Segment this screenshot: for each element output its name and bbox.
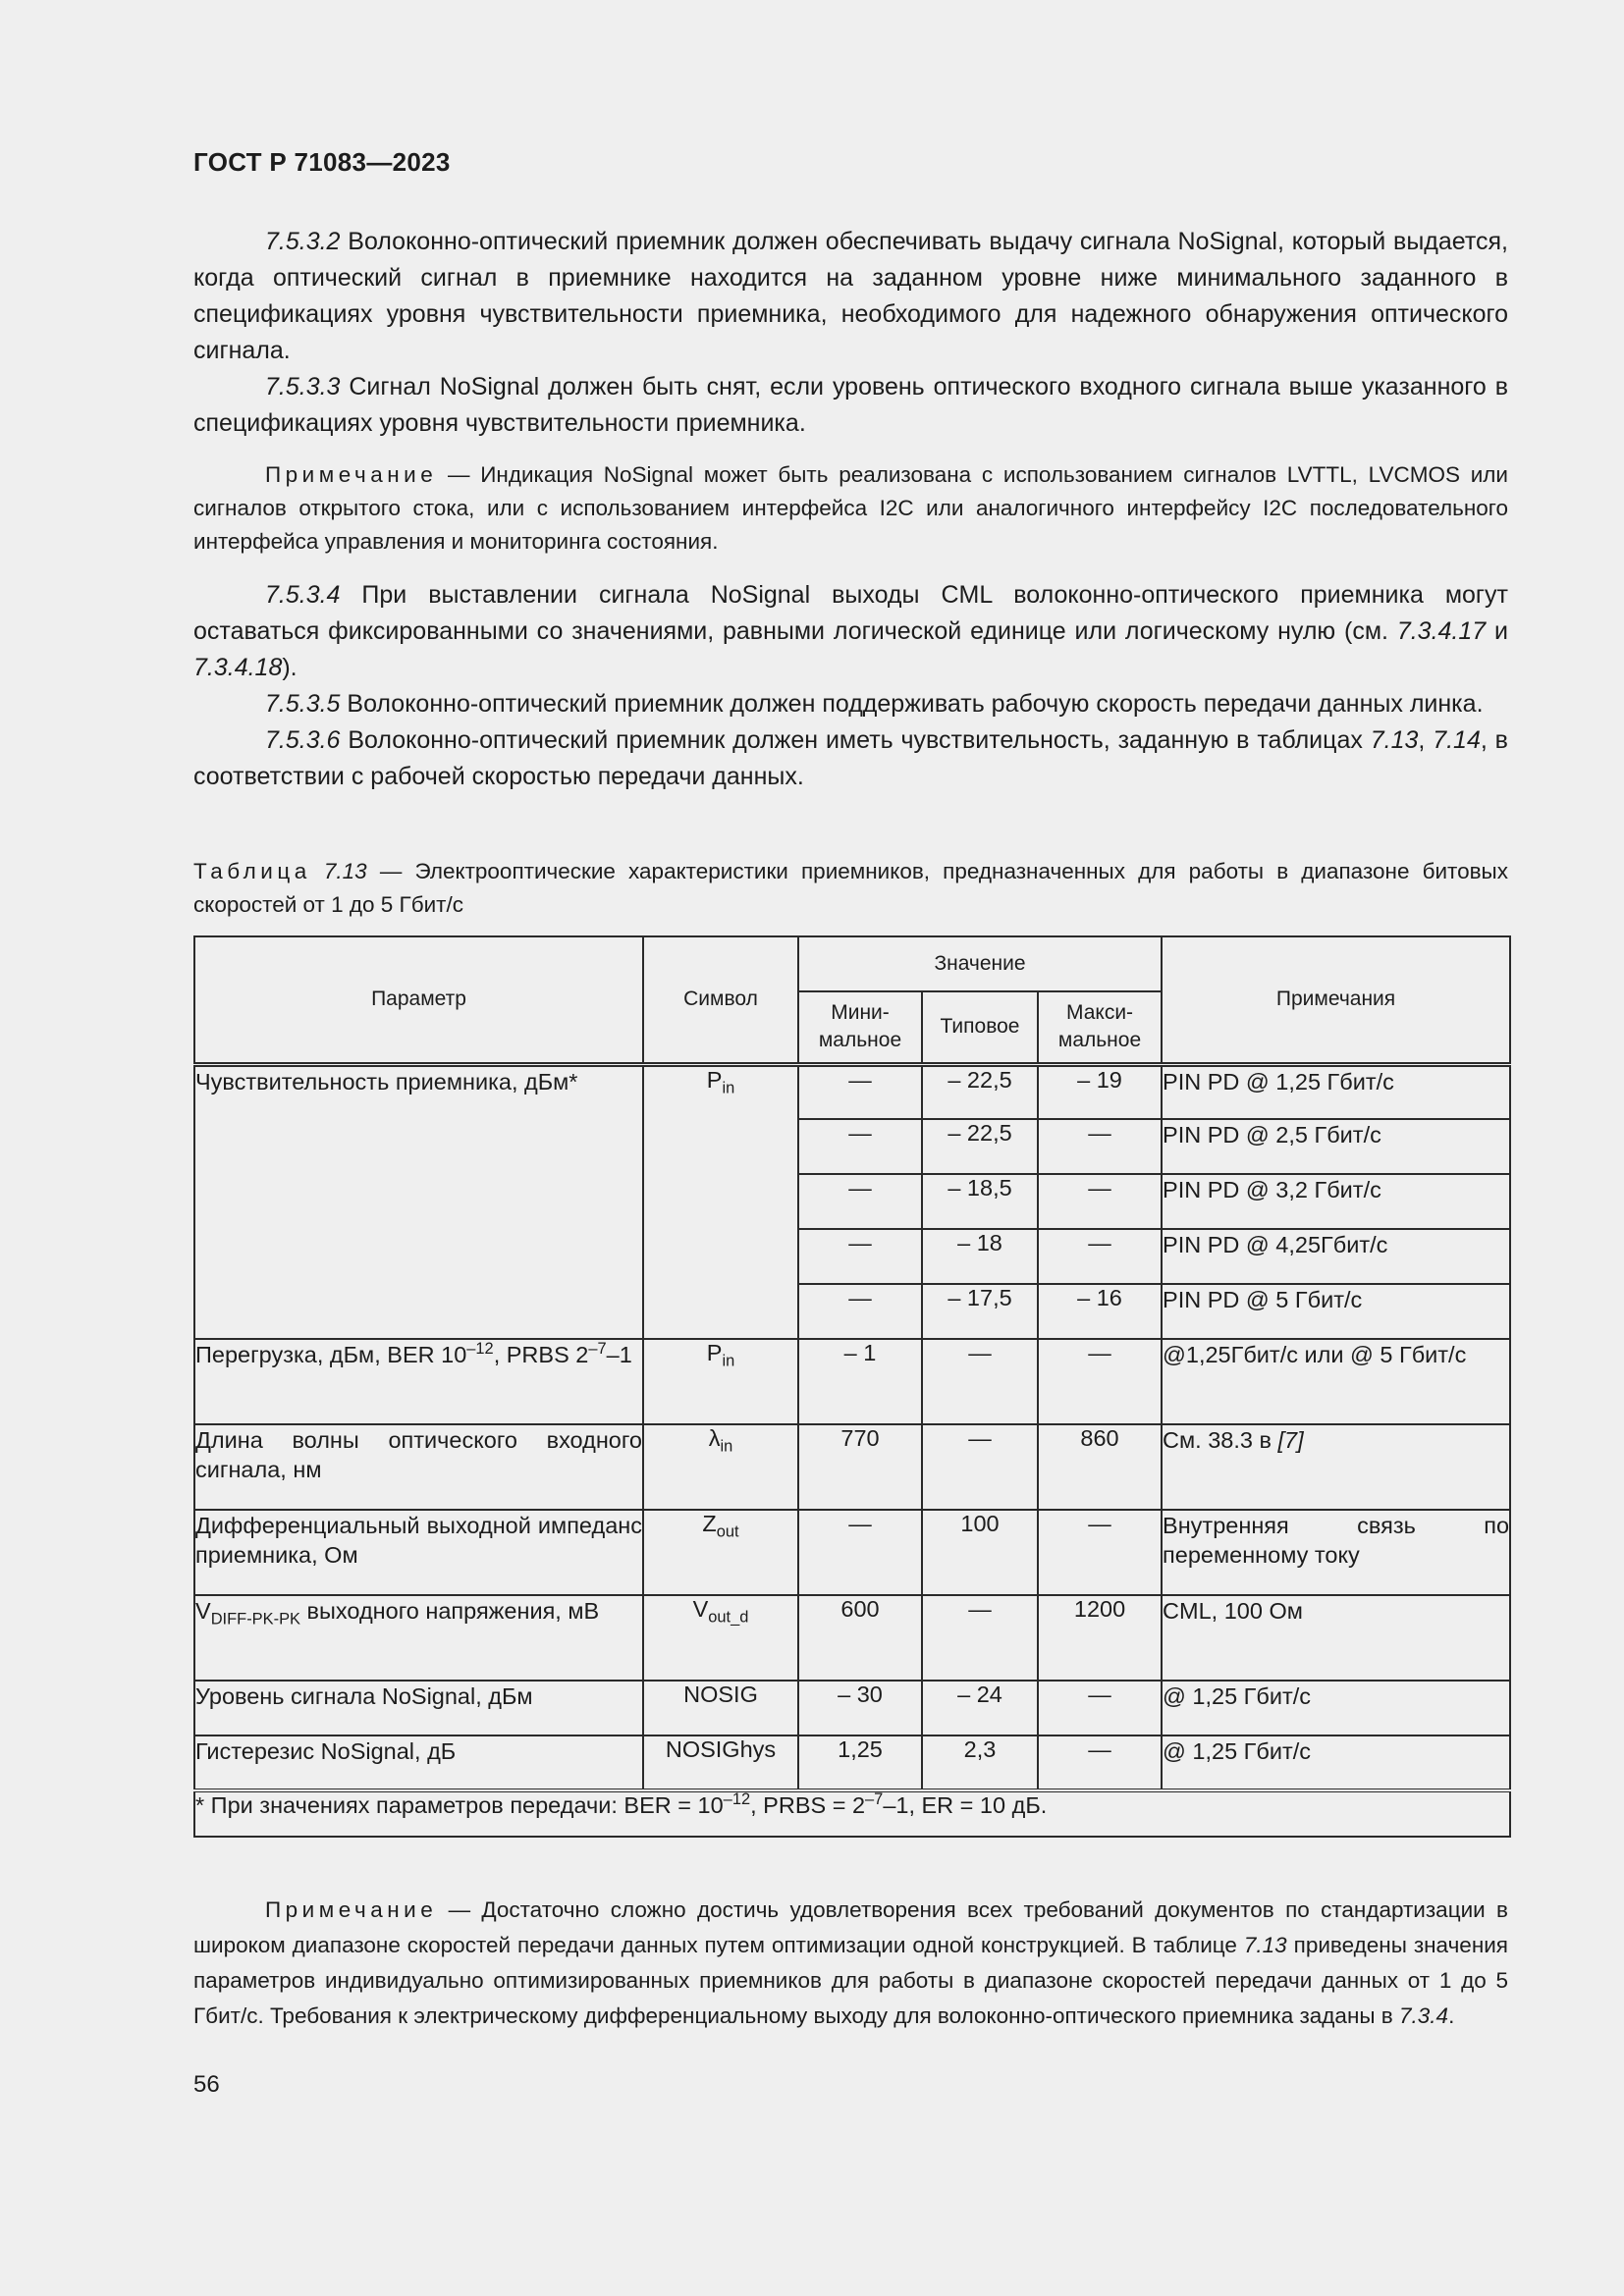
paragraph-block-2: [193, 577, 1508, 795]
cell-typ: – 22,5: [922, 1119, 1038, 1174]
cell-note: PIN PD @ 4,25Гбит/с: [1162, 1229, 1510, 1284]
caption-text: — Электрооптические характеристики приемников, предназначенных для работы в диапазоне битовых скоростей от 1 до 5 Гбит/с: [193, 859, 1508, 917]
header-notes: Примечания: [1162, 936, 1510, 1064]
cell-note: PIN PD @ 3,2 Гбит/с: [1162, 1174, 1510, 1229]
cell-typ: 100: [922, 1510, 1038, 1595]
table-row: [194, 1735, 1510, 1790]
table-row: [194, 1339, 1510, 1424]
header-typ: Типовое: [922, 991, 1038, 1064]
paragraph-block-1: [193, 224, 1508, 442]
cell-note: PIN PD @ 1,25 Гбит/с: [1162, 1064, 1510, 1119]
cell-min: —: [798, 1064, 922, 1119]
table-number: 7.13: [323, 859, 367, 883]
param-impedance: Дифференциальный выходной импеданс приемника, Ом: [194, 1510, 643, 1595]
symbol-zout: $Z_{out}$: [643, 1510, 798, 1595]
header-max: Макси-мальное: [1038, 991, 1162, 1064]
note-label: Примечание: [265, 462, 438, 487]
clause-number: 7.5.3.3: [265, 373, 341, 400]
param-nosig: Уровень сигнала NoSignal, дБм: [194, 1681, 643, 1735]
cell-max: —: [1038, 1229, 1162, 1284]
cell-typ: – 22,5: [922, 1064, 1038, 1119]
cross-reference: 7.3.4.18: [193, 654, 283, 681]
cell-typ: – 24: [922, 1681, 1038, 1735]
param-sensitivity: Чувствительность приемника, дБм*: [194, 1064, 643, 1339]
note-text: — Индикация NoSignal может быть реализована с использованием сигналов LVTTL, LVCMOS или сигналов открытого стока, или с использованием интерфейса I2C или аналогичного интерфейсу I2C последовательного интерфейса управления и мониторинга состояния.: [193, 462, 1508, 554]
cell-min: —: [798, 1174, 922, 1229]
cross-reference: 7.13: [1243, 1933, 1287, 1957]
comma: ,: [1418, 726, 1426, 754]
paragraph-7-5-3-6: [193, 722, 1508, 795]
clause-number: 7.5.3.6: [265, 726, 341, 754]
cell-note: Внутренняя связь по переменному току: [1162, 1510, 1510, 1595]
note-label: Примечание: [265, 1897, 438, 1922]
paragraph-7-5-3-2: [193, 224, 1508, 369]
paragraph-text: При выставлении сигнала NoSignal выходы CML волоконно-оптического приемника могут оставаться фиксированными со значениями, равными логической единице или логическому нулю (см.: [193, 581, 1508, 645]
param-wavelength: Длина волны оптического входного сигнала, нм: [194, 1424, 643, 1510]
table-header-row: [194, 936, 1510, 991]
cell-typ: —: [922, 1339, 1038, 1424]
cell-max: – 16: [1038, 1284, 1162, 1339]
cell-min: – 30: [798, 1681, 922, 1735]
table-row: [194, 1510, 1510, 1595]
page-number: 56: [193, 2071, 220, 2098]
table-row: [194, 1424, 1510, 1510]
cell-max: —: [1038, 1681, 1162, 1735]
note-end: .: [1448, 2003, 1455, 2028]
cell-min: 770: [798, 1424, 922, 1510]
cell-max: —: [1038, 1735, 1162, 1790]
table-footnote-row: [194, 1790, 1510, 1837]
paragraph-text: Волоконно-оптический приемник должен поддерживать рабочую скорость передачи данных линка.: [347, 690, 1484, 718]
note-block-2: [193, 1893, 1508, 2034]
symbol-nosighys: NOSIGhys: [643, 1735, 798, 1790]
document-header: ГОСТ Р 71083—2023: [193, 147, 451, 177]
table-footnote: * При значениях параметров передачи: BER = $10^{-12}$, PRBS = $2^{-7}-1$, ER = 10 дБ.: [194, 1790, 1510, 1837]
cell-min: – 1: [798, 1339, 922, 1424]
paragraph-text: Волоконно-оптический приемник должен иметь чувствительность, заданную в таблицах: [348, 726, 1363, 754]
cell-max: —: [1038, 1119, 1162, 1174]
table-row: [194, 1064, 1510, 1119]
clause-number: 7.5.3.5: [265, 690, 341, 718]
table-row: [194, 1681, 1510, 1735]
cell-note: См. 38.3 в [7]: [1162, 1424, 1510, 1510]
paragraph-7-5-3-5: [193, 686, 1508, 722]
header-parameter: Параметр: [194, 936, 643, 1064]
cell-typ: – 17,5: [922, 1284, 1038, 1339]
cell-note: PIN PD @ 5 Гбит/с: [1162, 1284, 1510, 1339]
cell-note: PIN PD @ 2,5 Гбит/с: [1162, 1119, 1510, 1174]
clause-number: 7.5.3.2: [265, 228, 341, 255]
note-text: приведены значения параметров индивидуально оптимизированных приемников для работы в диапазоне скоростей передачи данных от 1 до 5 Гбит/с. Требования к электрическому дифференциальному выходу для волоконно-оптического приемника заданы в: [193, 1933, 1508, 2028]
cell-typ: —: [922, 1595, 1038, 1681]
paragraph-text: Сигнал NoSignal должен быть снят, если уровень оптического входного сигнала выше указанного в спецификациях уровня чувствительности приемника.: [193, 373, 1508, 437]
paragraph-end: ).: [282, 654, 298, 681]
note-text: — Достаточно сложно достичь удовлетворения всех требований документов по стандартизации в широком диапазоне скоростей передачи данных путем оптимизации одной конструкцией. В таблице: [193, 1897, 1508, 1957]
header-min: Мини-мальное: [798, 991, 922, 1064]
cell-typ: 2,3: [922, 1735, 1038, 1790]
paragraph-7-5-3-3: [193, 369, 1508, 442]
param-overload: Перегрузка, дБм, BER $10^{-12}$, PRBS $2^{-7}-1$: [194, 1339, 643, 1424]
cell-note: CML, 100 Ом: [1162, 1595, 1510, 1681]
caption-label: Таблица: [193, 859, 311, 883]
paragraph-text: Волоконно-оптический приемник должен обеспечивать выдачу сигнала NoSignal, который выдается, когда оптический сигнал в приемнике находится на заданном уровне ниже минимального заданного в спецификациях уровня чувствительности приемника, необходимого для надежного обнаружения оптического сигнала.: [193, 228, 1509, 364]
cell-max: – 19: [1038, 1064, 1162, 1119]
table-caption: [193, 855, 1508, 922]
paragraph-7-5-3-4: [193, 577, 1508, 686]
header-symbol: Символ: [643, 936, 798, 1064]
cell-max: —: [1038, 1339, 1162, 1424]
cell-max: 860: [1038, 1424, 1162, 1510]
cell-max: —: [1038, 1510, 1162, 1595]
cell-note: @1,25Гбит/с или @ 5 Гбит/с: [1162, 1339, 1510, 1424]
cell-min: 1,25: [798, 1735, 922, 1790]
cross-reference: 7.13: [1370, 726, 1419, 754]
symbol-lambda: $\lambda_{in}$: [643, 1424, 798, 1510]
param-nosighys: Гистерезис NoSignal, дБ: [194, 1735, 643, 1790]
table-row: [194, 1595, 1510, 1681]
note-block-1: [193, 458, 1508, 559]
symbol-pin: $P_{in}$: [643, 1339, 798, 1424]
cell-typ: – 18: [922, 1229, 1038, 1284]
cross-reference: 7.3.4.17: [1396, 617, 1487, 645]
cross-reference: 7.14: [1433, 726, 1481, 754]
cell-typ: —: [922, 1424, 1038, 1510]
symbol-nosig: NOSIG: [643, 1681, 798, 1735]
param-vdiff: $V_{DIFF-PK-PK}$ выходного напряжения, мВ: [194, 1595, 643, 1681]
cell-min: —: [798, 1119, 922, 1174]
cell-min: —: [798, 1229, 922, 1284]
header-value: Значение: [798, 936, 1162, 991]
cell-min: —: [798, 1510, 922, 1595]
cell-max: —: [1038, 1174, 1162, 1229]
conjunction: и: [1494, 617, 1508, 645]
cell-max: 1200: [1038, 1595, 1162, 1681]
paragraph-end: , в соответствии с рабочей скоростью передачи данных.: [193, 726, 1508, 790]
cell-note: @ 1,25 Гбит/с: [1162, 1681, 1510, 1735]
cell-min: —: [798, 1284, 922, 1339]
cell-typ: – 18,5: [922, 1174, 1038, 1229]
symbol-pin: $P_{in}$: [643, 1064, 798, 1339]
clause-number: 7.5.3.4: [265, 581, 341, 609]
note-1: [193, 458, 1508, 559]
symbol-vout-d: $V_{out\_d}$: [643, 1595, 798, 1681]
cell-min: 600: [798, 1595, 922, 1681]
cell-note: @ 1,25 Гбит/с: [1162, 1735, 1510, 1790]
cross-reference: 7.3.4: [1399, 2003, 1449, 2028]
characteristics-table: [193, 935, 1511, 1838]
